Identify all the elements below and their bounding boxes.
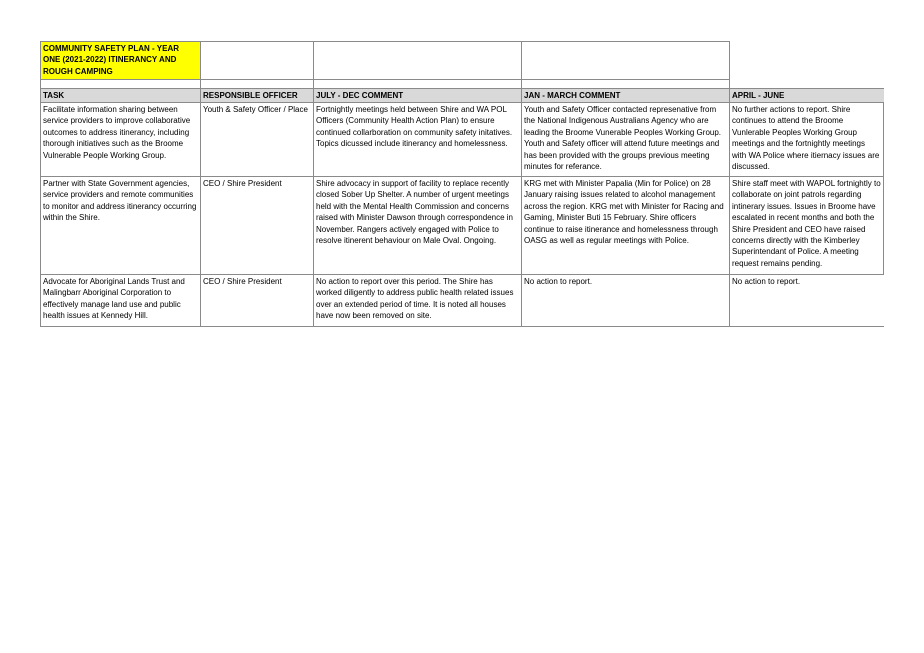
officer-cell: Youth & Safety Officer / Place <box>201 103 314 177</box>
header-task: TASK <box>41 89 201 103</box>
officer-cell: CEO / Shire President <box>201 275 314 327</box>
apr-jun-cell: Shire staff meet with WAPOL fortnightly to collaborate on joint patrols regarding intinerary issues. Issues in Broome have escalated in recent months and both the Shire President and CEO have raised concerns directly with the Kimberley Superintendant of Police. A meeting request remains pending. <box>730 177 884 275</box>
task-cell: Facilitate information sharing between service providers to improve collaborative outcomes to address itinerancy, including thorough initiatives such as the Broome Vulnerable People Working Group. <box>41 103 201 177</box>
jul-dec-cell: Shire advocacy in support of facility to replace recently closed Sober Up Shelter. A number of urgent meetings held with the Mental Health Commission and concerns raised with Minister Dawson through correspondence in November. Rangers actively engaged with Police to resolve itinerent behaviour on Male Oval. Ongoing. <box>314 177 522 275</box>
community-safety-plan-table <box>40 41 884 327</box>
task-cell: Advocate for Aboriginal Lands Trust and Malingbarr Aboriginal Corporation to effectively manage land use and public health issues at Kennedy Hill. <box>41 275 201 327</box>
table-row <box>41 275 884 327</box>
jul-dec-cell: Fortnightly meetings held between Shire and WA POL Officers (Community Health Action Plan) to ensure continued collarboration on community safety initatives. Topics dicussed include itinerancy and homelessness. <box>314 103 522 177</box>
header-apr-jun: APRIL - JUNE <box>730 89 884 103</box>
empty-cell <box>730 42 884 80</box>
spacer-cell <box>522 80 730 89</box>
header-row <box>41 89 884 103</box>
jan-mar-cell: No action to report. <box>522 275 730 327</box>
table-row <box>41 177 884 275</box>
jul-dec-cell: No action to report over this period. The Shire has worked diligently to address public health related issues over an extended period of time. It is noted all houses have now been removed on site. <box>314 275 522 327</box>
empty-cell <box>201 42 314 80</box>
header-jan-mar: JAN - MARCH COMMENT <box>522 89 730 103</box>
table-row <box>41 103 884 177</box>
spacer-cell <box>41 80 201 89</box>
empty-cell <box>522 42 730 80</box>
empty-cell <box>314 42 522 80</box>
jan-mar-cell: Youth and Safety Officer contacted represenative from the National Indigenous Australians Agency who are leading the Broome Vunerable Peoples Working Group. Youth and Safety officer will attend future meetings and has been provided with the groups previous meeting minutes for referance. <box>522 103 730 177</box>
header-responsible-officer: RESPONSIBLE OFFICER <box>201 89 314 103</box>
spacer-cell <box>730 80 884 89</box>
spacer-cell <box>201 80 314 89</box>
spacer-cell <box>314 80 522 89</box>
officer-cell: CEO / Shire President <box>201 177 314 275</box>
jan-mar-cell: KRG met with Minister Papalia (Min for Police) on 28 January raising issues related to alcohol management across the region. KRG met with Minister for Racing and Gaming, Minister Buti 15 February. Shire officers continue to raise itinerance and homelessness through OASG as well as regular meetings with Police. <box>522 177 730 275</box>
header-jul-dec: JULY - DEC COMMENT <box>314 89 522 103</box>
apr-jun-cell: No further actions to report. Shire continues to attend the Broome Vunlerable Peoples Working Group meetings and the fortnightly meetings with WA Police where itiernacy issues are discussed. <box>730 103 884 177</box>
spreadsheet <box>40 41 884 327</box>
task-cell: Partner with State Government agencies, service providers and remote communities to monitor and address itinerancy occurring within the Shire. <box>41 177 201 275</box>
plan-title: COMMUNITY SAFETY PLAN - YEAR ONE (2021-2022) ITINERANCY AND ROUGH CAMPING <box>41 42 201 80</box>
apr-jun-cell: No action to report. <box>730 275 884 327</box>
